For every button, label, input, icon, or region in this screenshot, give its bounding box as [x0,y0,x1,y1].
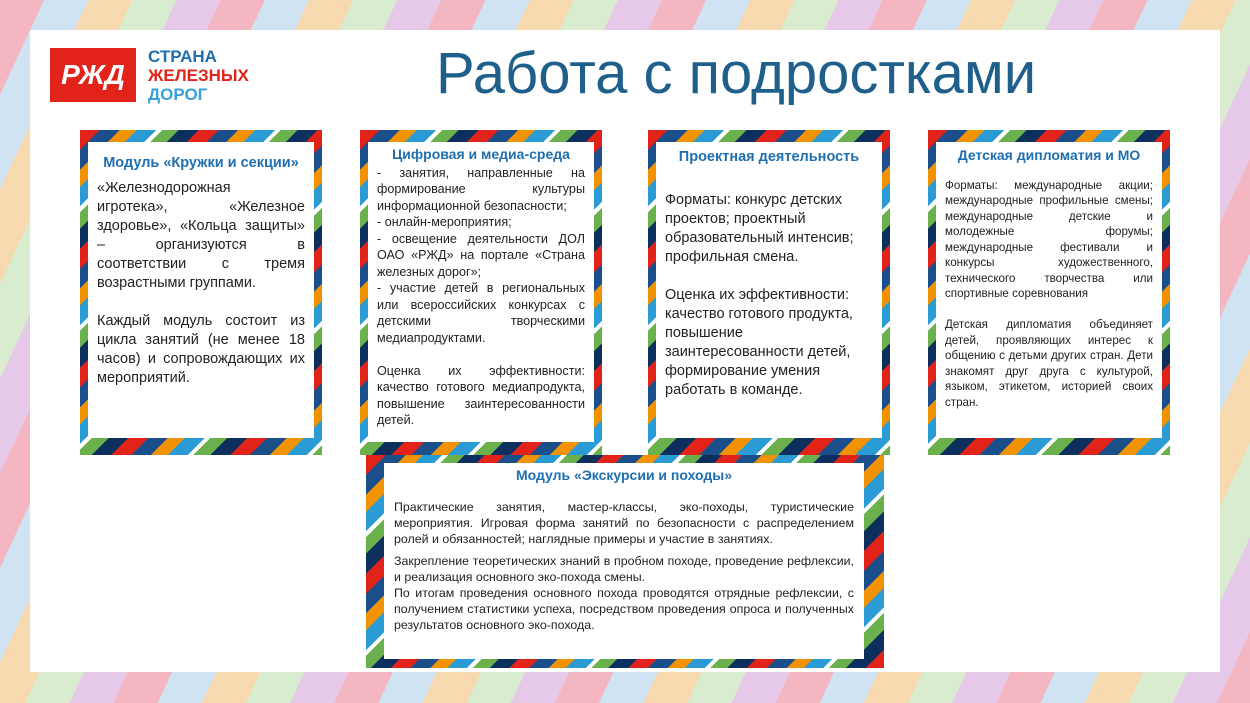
brand-text [148,47,249,104]
brand-line-2: ЖЕЛЕЗНЫХ [148,66,249,85]
card-diplomacy [928,130,1170,455]
card-text: Практические занятия, мастер-классы, эко-походы, туристические мероприятия. Игровая форма занятий по безопасности с распределением ролей и обязанностей; наглядные примеры и участие в занятиях. [394,500,854,546]
card-text: Форматы: конкурс детских проектов; проектный образовательный интенсив; профильная смена. [665,192,854,265]
card-heading: Модуль «Кружки и секции» [103,155,299,171]
card-projects [648,130,890,455]
card-text: «Железнодорожная игротека», «Железное здоровье», «Кольца защиты» – организуются в соответствии с тремя возрастными группами. [97,180,305,291]
logo-mark: РЖД [61,59,125,90]
card-text: Оценка их эффективности: качество готового медиапродукта, повышение заинтересованности детей. [377,363,585,427]
card-heading: Цифровая и медиа-среда [392,146,570,162]
rzd-logo [50,48,136,102]
brand-line-1: СТРАНА [148,47,217,66]
card-text: Оценка их эффективности: качество готового продукта, повышение заинтересованности детей, формирование умения работать в команде. [665,287,853,398]
card-text: - занятия, направленные на формирование культуры информационной безопасности; - онлайн-мероприятия; - освещение деятельности ДОЛ ОАО «РЖД» на портале «Страна железных дорог»; - участие детей в региональных или всероссийских конкурсах с детскими творческими медиапродуктами. [377,165,585,345]
card-heading: Детская дипломатия и МО [957,147,1141,163]
card-heading: Проектная деятельность [678,149,860,165]
page-title: Работа с подростками [436,41,1037,106]
brand-line-3: ДОРОГ [148,85,208,104]
card-digital [360,130,602,455]
card-heading: Модуль «Экскурсии и походы» [515,467,733,483]
card-excursions [366,455,884,668]
card-text: Закрепление теоретических знаний в пробном походе, проведение рефлексии, и реализация основного эко-похода смены. По итогам проведения основного похода проводятся отрядные рефлексии, с получением статистики успеха, посредством проведения опроса и полученных результатов основного эко-похода. [394,554,854,632]
card-text: Форматы: международные акции; международные профильные смены; международные детские и молодежные форумы; международные фестивали и конкурсы художественного, технического творчества или спортивные соревнования [945,178,1153,300]
card-text: Детская дипломатия объединяет детей, проявляющих интерес к общению с детьми других стран. Дети знакомят друг друга с культурой, языком, этикетом, историей своих стран. [945,318,1153,409]
card-text: Каждый модуль состоит из цикла занятий (не менее 18 часов) и сопровождающих их мероприятий. [97,313,305,386]
card-clubs [80,130,322,455]
